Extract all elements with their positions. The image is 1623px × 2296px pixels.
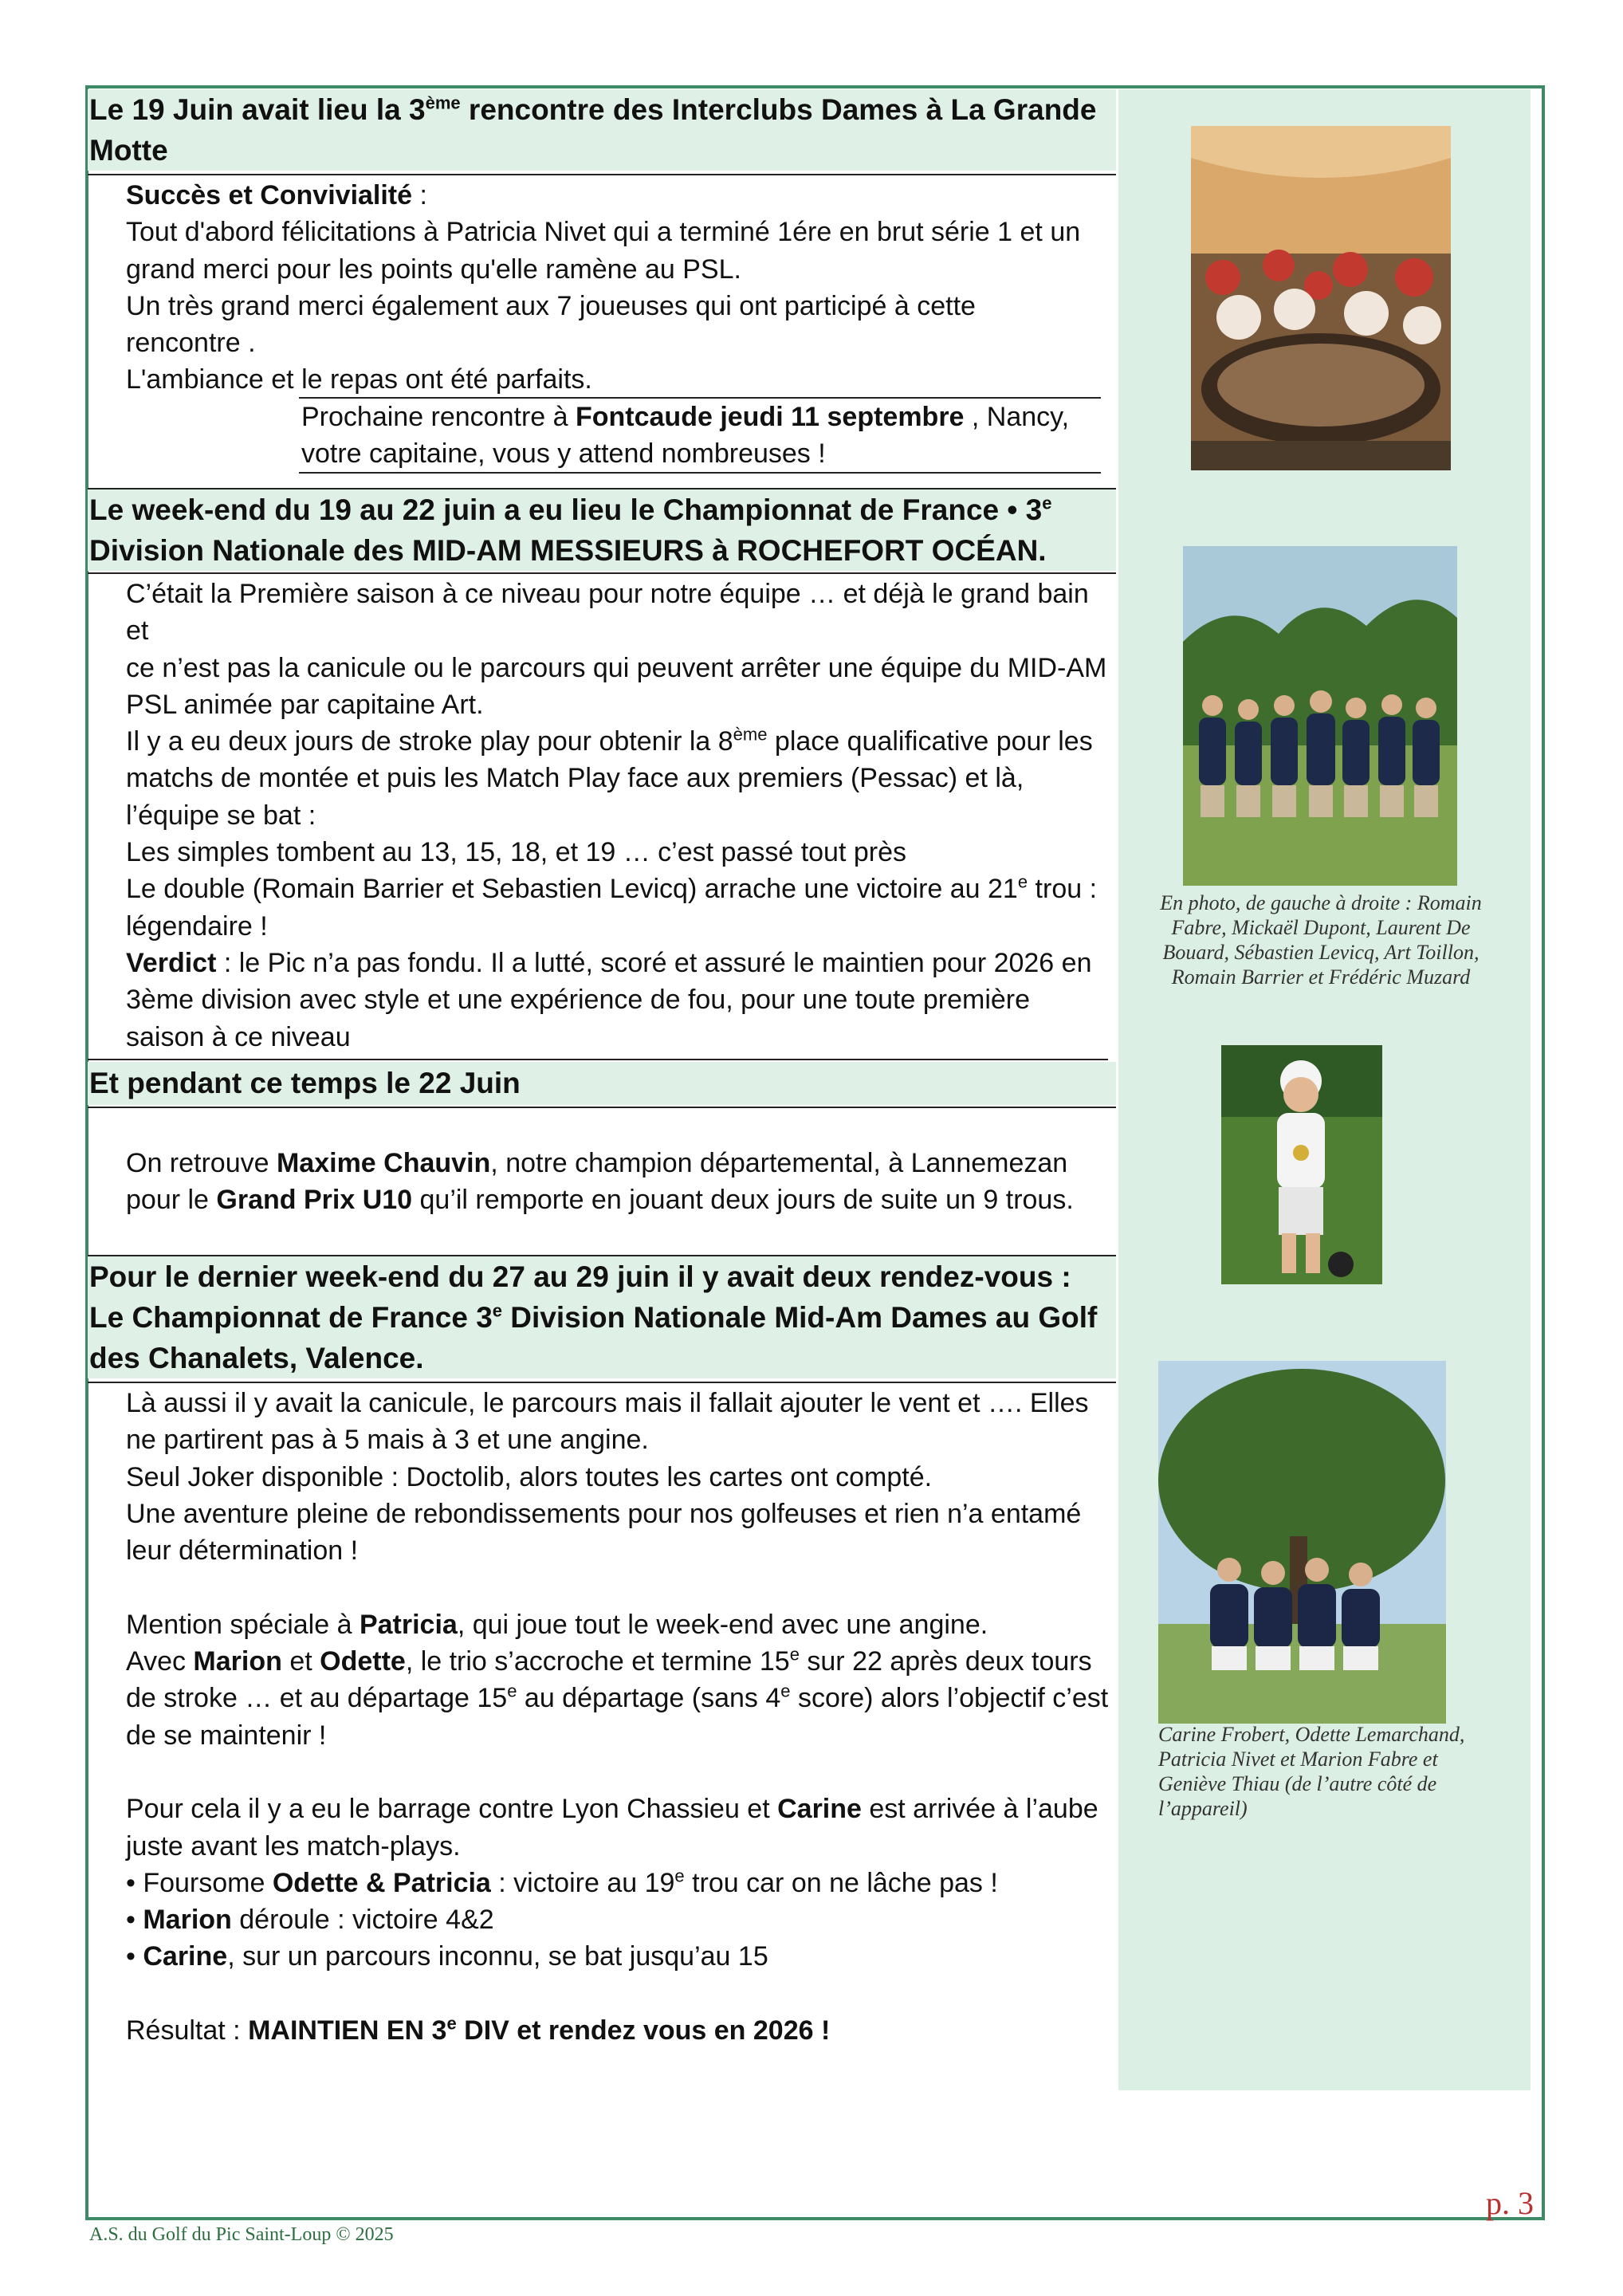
- text: déroule : victoire 4&2: [231, 1905, 494, 1936]
- bold-text: Patricia: [359, 1609, 458, 1640]
- paragraph-line: matchs de montée et puis les Match Play face aux premiers (Pessac) et là,: [126, 763, 1024, 794]
- bold-text: Odette: [320, 1646, 406, 1677]
- mid-am-team-photo: [1183, 546, 1457, 886]
- text: • Foursome: [126, 1867, 273, 1898]
- page-number: p. 3: [1486, 2185, 1534, 2221]
- bold-text: Verdict: [126, 947, 217, 978]
- maxime-chauvin-photo: [1221, 1045, 1382, 1284]
- paragraph-line: saison à ce niveau: [126, 1021, 351, 1052]
- mid-am-dames-photo-caption: [1158, 1722, 1493, 1821]
- section1-title-text: rencontre des Interclubs Dames à La Grande: [460, 93, 1097, 126]
- superscript: ème: [733, 724, 768, 745]
- interclubs-dames-photo: [1191, 126, 1451, 470]
- paragraph-line: juste avant les match-plays.: [126, 1830, 461, 1862]
- caption-line: Carine Frobert, Odette Lemarchand,: [1158, 1723, 1465, 1746]
- text: , qui joue tout le week-end avec une angine.: [457, 1609, 988, 1640]
- section3-title: [88, 1062, 1116, 1105]
- text: , le trio s’accroche et termine 15: [405, 1646, 790, 1677]
- text: et: [281, 1646, 320, 1677]
- superscript: e: [674, 1866, 685, 1886]
- superscript: e: [1017, 872, 1028, 893]
- paragraph-line: l’équipe se bat :: [126, 800, 316, 831]
- paragraph-line: Tout d'abord félicitations à Patricia Nivet qui a terminé 1ére en brut série 1 et un: [126, 217, 1081, 248]
- caption-line: En photo, de gauche à droite : Romain: [1160, 891, 1482, 914]
- text: , notre champion départemental, à Lannemezan: [490, 1148, 1068, 1178]
- paragraph-line: L'ambiance et le repas ont été parfaits.: [126, 364, 592, 395]
- next-meeting-box: [299, 397, 1101, 474]
- bold-text: Maxime Chauvin: [276, 1148, 491, 1178]
- superscript: e: [492, 1300, 503, 1321]
- text: trou :: [1028, 874, 1098, 905]
- section1-heading: Succès et Convivialité: [126, 180, 413, 210]
- text: Résultat :: [126, 2015, 249, 2046]
- text: pour le: [126, 1185, 217, 1216]
- section4-title: [88, 1256, 1116, 1378]
- bold-text: Fontcaude jeudi 11 septembre: [575, 402, 965, 432]
- text: On retrouve: [126, 1148, 277, 1178]
- text: votre capitaine, vous y attend nombreuses !: [301, 438, 826, 469]
- bold-text: Carine: [143, 1941, 228, 1972]
- section1-title-text: Motte: [89, 134, 168, 167]
- paragraph-line: PSL animée par capitaine Art.: [126, 689, 484, 720]
- text: place qualificative pour les: [767, 726, 1093, 757]
- bold-text: DIV et rendez vous en 2026 !: [456, 2015, 831, 2046]
- section1-title: [88, 89, 1116, 171]
- text: Le double (Romain Barrier et Sebastien Levicq) arrache une victoire au 21: [126, 874, 1018, 905]
- paragraph-line: 3ème division avec style et une expérience de fou, pour une toute première: [126, 985, 1031, 1016]
- paragraph-line: Seul Joker disponible : Doctolib, alors toutes les cartes ont compté.: [126, 1461, 933, 1492]
- text: , sur un parcours inconnu, se bat jusqu’au 15: [227, 1941, 768, 1972]
- section1-body: [126, 177, 1114, 399]
- divider: [88, 572, 1116, 574]
- paragraph-line: ne partirent pas à 5 mais à 3 et une angine.: [126, 1425, 649, 1456]
- paragraph-line: ce n’est pas la canicule ou le parcours qui peuvent arrêter une équipe du MID-AM: [126, 652, 1107, 683]
- text: Il y a eu deux jours de stroke play pour obtenir la 8: [126, 726, 733, 757]
- text: •: [126, 1905, 143, 1936]
- divider: [88, 174, 1116, 175]
- paragraph-line: Là aussi il y avait la canicule, le parcours mais il fallait ajouter le vent et …. Elles: [126, 1388, 1089, 1418]
- bold-text: Marion: [143, 1905, 232, 1936]
- section3-title-text: Et pendant ce temps le 22 Juin: [89, 1067, 521, 1099]
- caption-line: Bouard, Sébastien Levicq, Art Toillon,: [1162, 941, 1480, 964]
- section2-body: [126, 576, 1114, 1056]
- superscript: e: [789, 1644, 800, 1665]
- mid-am-photo-caption: [1154, 890, 1487, 989]
- text: au départage (sans 4: [517, 1683, 781, 1714]
- text: qu’il remporte en jouant deux jours de suite un 9 trous.: [412, 1185, 1074, 1216]
- section4-title-text: Le Championnat de France 3: [89, 1301, 493, 1334]
- bold-text: Carine: [777, 1794, 862, 1825]
- caption-line: Fabre, Mickaël Dupont, Laurent De: [1171, 916, 1471, 939]
- caption-line: Romain Barrier et Frédéric Muzard: [1171, 965, 1471, 989]
- section1-title-text: Le 19 Juin avait lieu la 3: [89, 93, 426, 126]
- superscript: e: [446, 2013, 457, 2034]
- text: :: [412, 180, 427, 210]
- paragraph-line: Un très grand merci également aux 7 joueuses qui ont participé à cette: [126, 290, 976, 321]
- caption-line: Geniève Thiau (de l’autre côté de: [1158, 1772, 1437, 1795]
- section4-title-text: Division Nationale Mid-Am Dames au Golf: [502, 1301, 1098, 1334]
- text: score) alors l’objectif c’est: [790, 1683, 1109, 1714]
- text: Prochaine rencontre à: [301, 402, 576, 432]
- divider: [88, 1382, 1116, 1383]
- section2-title: [88, 489, 1116, 571]
- caption-line: l’appareil): [1158, 1797, 1248, 1820]
- text: est arrivée à l’aube: [861, 1794, 1098, 1825]
- text: , Nancy,: [964, 402, 1070, 432]
- paragraph-line: grand merci pour les points qu'elle ramène au PSL.: [126, 254, 741, 285]
- text: : le Pic n’a pas fondu. Il a lutté, scoré et assuré le maintien pour 2026 en: [216, 947, 1092, 978]
- divider: [88, 1059, 1108, 1060]
- text: sur 22 après deux tours: [799, 1646, 1092, 1677]
- bold-text: Odette & Patricia: [272, 1867, 491, 1898]
- superscript: e: [780, 1681, 791, 1702]
- section4-body: [126, 1385, 1114, 2049]
- section4-title-text: des Chanalets, Valence.: [89, 1342, 424, 1374]
- footer-copyright: A.S. du Golf du Pic Saint-Loup © 2025: [89, 2224, 394, 2245]
- superscript: e: [507, 1681, 517, 1702]
- section4-title-text: Pour le dernier week-end du 27 au 29 juin il y avait deux rendez-vous :: [89, 1260, 1071, 1293]
- mid-am-dames-photo: [1158, 1361, 1446, 1724]
- text: de stroke … et au départage 15: [126, 1683, 508, 1714]
- bold-text: Grand Prix U10: [216, 1185, 413, 1216]
- bold-text: Marion: [193, 1646, 282, 1677]
- text: •: [126, 1941, 143, 1972]
- section2-title-text: Division Nationale des MID-AM MESSIEURS à ROCHEFORT OCÉAN.: [89, 534, 1047, 567]
- superscript: ème: [425, 92, 461, 113]
- caption-line: Patricia Nivet et Marion Fabre et: [1158, 1748, 1438, 1771]
- paragraph-line: rencontre .: [126, 328, 256, 359]
- paragraph-line: Les simples tombent au 13, 15, 18, et 19 … c’est passé tout près: [126, 837, 906, 868]
- paragraph-line: leur détermination !: [126, 1535, 359, 1567]
- text: Avec: [126, 1646, 194, 1677]
- paragraph-line: de se maintenir !: [126, 1720, 327, 1751]
- text: : victoire au 19: [490, 1867, 675, 1898]
- text: Mention spéciale à: [126, 1609, 360, 1640]
- paragraph-line: Une aventure pleine de rebondissements pour nos golfeuses et rien n’a entamé: [126, 1498, 1082, 1529]
- paragraph-line: légendaire !: [126, 910, 268, 942]
- text: Pour cela il y a eu le barrage contre Lyon Chassieu et: [126, 1794, 778, 1825]
- section3-body: [126, 1145, 1114, 1219]
- superscript: e: [1042, 493, 1052, 513]
- text: trou car on ne lâche pas !: [684, 1867, 998, 1898]
- paragraph-line: C’était la Première saison à ce niveau pour notre équipe … et déjà le grand bain et: [126, 579, 1089, 647]
- section2-title-text: Le week-end du 19 au 22 juin a eu lieu le Championnat de France • 3: [89, 493, 1043, 526]
- divider: [88, 1107, 1116, 1108]
- bold-text: MAINTIEN EN 3: [248, 2015, 447, 2046]
